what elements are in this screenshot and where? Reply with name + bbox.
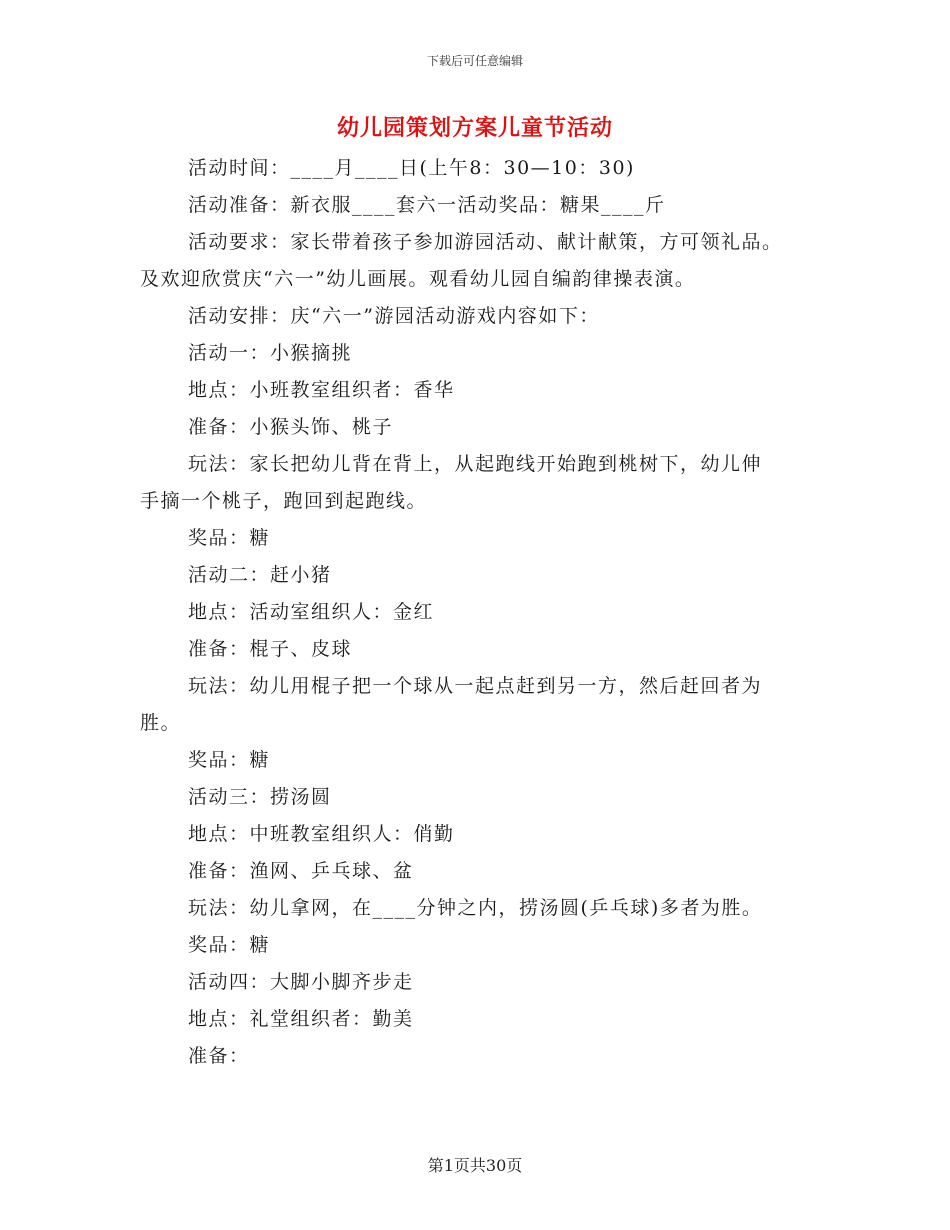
body-line: 奖品：糖	[188, 527, 271, 549]
body-line: 玩法：家长把幼儿背在背上，从起跑线开始跑到桃树下，幼儿伸	[188, 453, 763, 475]
body-line: 奖品：糖	[188, 934, 271, 956]
body-line: 及欢迎欣赏庆“六一”幼儿画展。观看幼儿园自编韵律操表演。	[140, 268, 696, 290]
body-line: 准备：棍子、皮球	[188, 638, 353, 660]
body-line: 活动四：大脚小脚齐步走	[188, 971, 414, 993]
body-line: 活动三：捞汤圆	[188, 786, 332, 808]
body-line: 地点：中班教室组织人：俏勤	[188, 823, 455, 845]
body-line: 手摘一个桃子，跑回到起跑线。	[140, 490, 428, 512]
body-line: 活动一：小猴摘挑	[188, 342, 353, 364]
body-line: 地点：礼堂组织者：勤美	[188, 1008, 414, 1030]
body-line: 地点：活动室组织人：金红	[188, 601, 435, 623]
body-line: 地点：小班教室组织者：香华	[188, 379, 455, 401]
body-line: 活动准备：新衣服____套六一活动奖品：糖果____斤	[188, 194, 666, 216]
body-line: 玩法：幼儿拿网，在____分钟之内，捞汤圆(乒乓球)多者为胜。	[188, 897, 763, 919]
document-body	[140, 150, 820, 1075]
body-line: 准备：渔网、乒乓球、盆	[188, 860, 414, 882]
header-note: 下载后可任意编辑	[426, 54, 523, 68]
body-line: 奖品：糖	[188, 749, 271, 771]
body-line: 活动二：赶小猪	[188, 564, 332, 586]
body-line: 玩法：幼儿用棍子把一个球从一起点赶到另一方，然后赶回者为	[188, 675, 763, 697]
body-line: 活动安排：庆“六一”游园活动游戏内容如下：	[188, 305, 600, 327]
document-title: 幼儿园策划方案儿童节活动	[336, 115, 613, 141]
body-line: 活动时间：____月____日(上午8：30—10：30)	[188, 157, 635, 179]
body-line: 准备：	[188, 1045, 250, 1067]
page-footer: 第1页共30页	[427, 1156, 523, 1175]
body-line: 胜。	[140, 712, 182, 734]
body-line: 准备：小猴头饰、桃子	[188, 416, 394, 438]
body-line: 活动要求：家长带着孩子参加游园活动、献计献策，方可领礼品。	[188, 231, 783, 253]
